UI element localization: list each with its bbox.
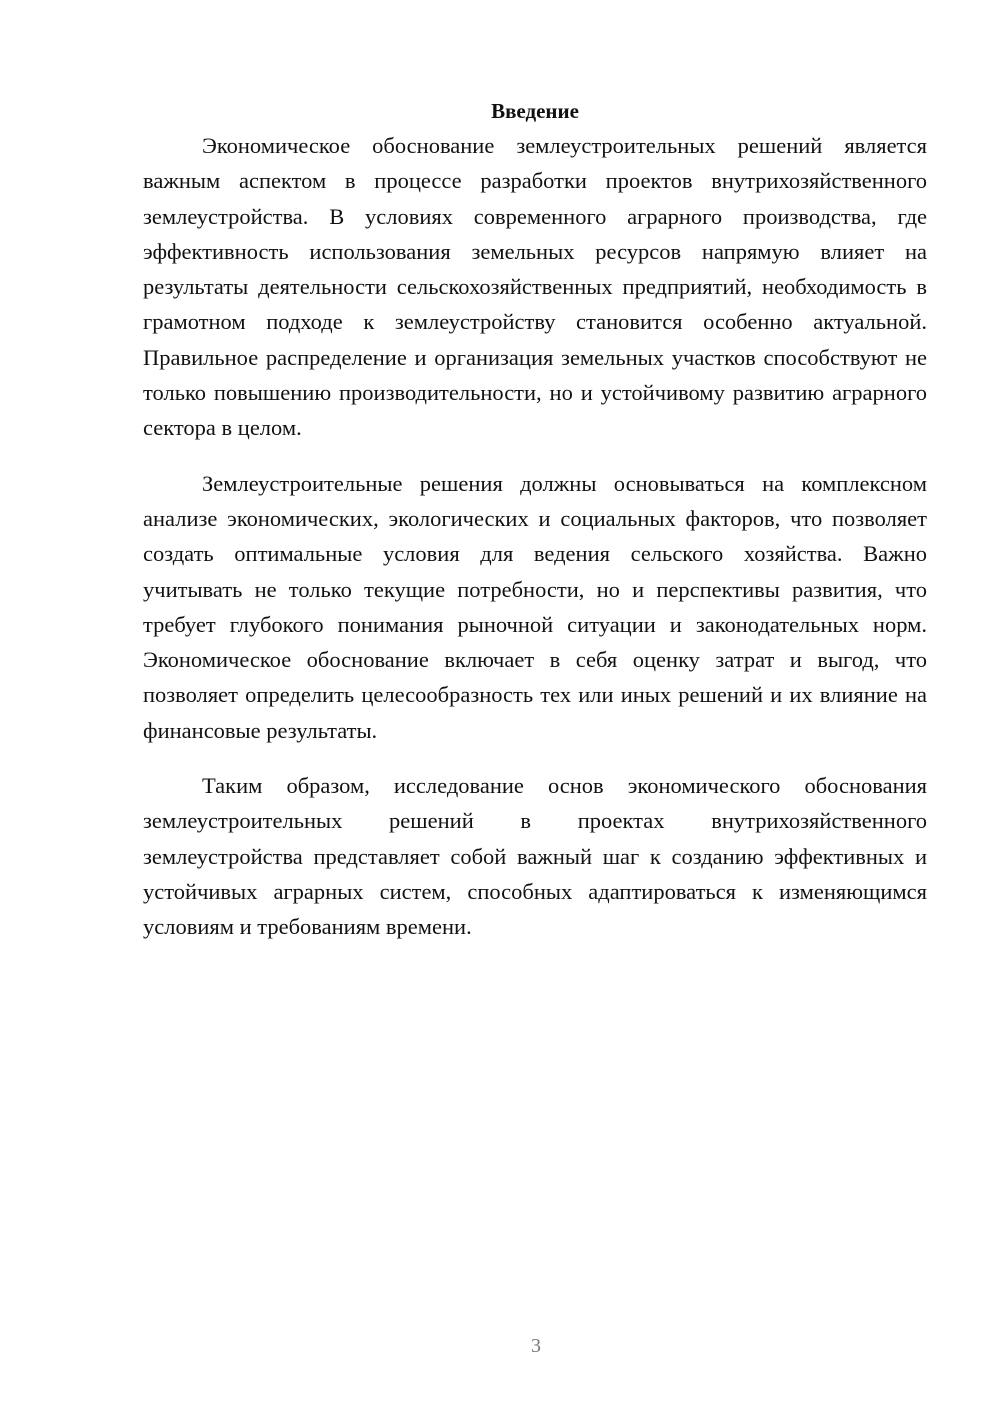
paragraph-1: Экономическое обоснование землеустроительных решений является важным аспектом в процессе разработки проектов внутрихозяйственного землеустройства. В условиях современного аграрного производства, где эффективность использования земельных ресурсов напрямую влияет на результаты деятельности сельскохозяйственных предприятий, необходимость в грамотном подходе к землеустройству становится особенно актуальной. Правильное распределение и организация земельных участков способствуют не только повышению производительности, но и устойчивому развитию аграрного сектора в целом. (143, 133, 927, 441)
paragraph-2: Землеустроительные решения должны основываться на комплексном анализе экономических, экологических и социальных факторов, что позволяет создать оптимальные условия для ведения сельского хозяйства. Важно учитывать не только текущие потребности, но и перспективы развития, что требует глубокого понимания рыночной ситуации и законодательных норм. Экономическое обоснование включает в себя оценку затрат и выгод, что позволяет определить целесообразность тех или иных решений и их влияние на финансовые результаты. (143, 470, 927, 743)
paragraph-3: Таким образом, исследование основ экономического обоснования землеустроительных решений в проектах внутрихозяйственного землеустройства представляет собой важный шаг к созданию эффективных и устойчивых аграрных систем, способных адаптироваться к изменяющимся условиям и требованиям времени. (143, 773, 927, 940)
page-title: Введение (491, 99, 579, 123)
page-content (143, 96, 927, 965)
page-number: 3 (531, 1335, 541, 1357)
